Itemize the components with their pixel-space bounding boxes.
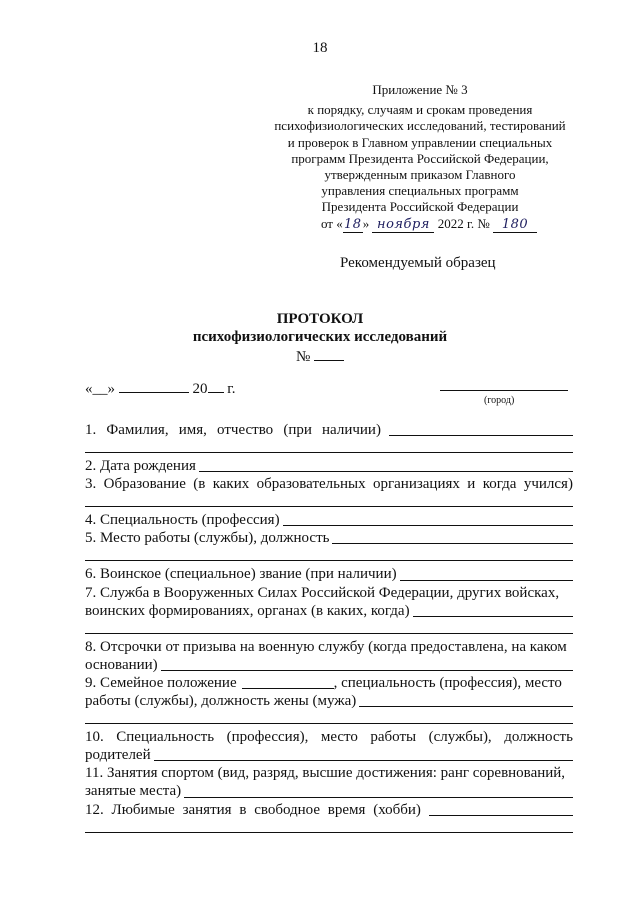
protocol-date-row [85,379,235,398]
field-specialty [85,511,573,529]
field-parents [85,728,573,746]
appendix-line: психофизиологических исследований, тестирований [274,118,566,134]
blank-line [85,819,573,833]
field-military-service-label: 7. Служба в Вооруженных Силах Российской Федерации, других войсках, [85,584,560,601]
order-date-prefix: от « [320,215,343,231]
field-full-name-blank [389,422,573,436]
field-parents-label-2: родителей [85,747,151,764]
field-sports-cont [85,782,573,800]
order-month: ноября [372,218,434,233]
appendix-line: Президента Российской Федерации [321,199,519,215]
field-birth-date-blank [199,458,573,472]
field-deferments-blank [161,657,573,671]
protocol-form [85,421,573,837]
field-family-label: 9. Семейное положение [85,674,237,691]
field-military-service-label-2: воинских формированиях, органах (в каких, когда) [85,602,410,619]
order-date-mid: » [362,215,370,231]
blank-line [85,493,573,507]
number-blank [314,347,344,361]
field-sports-label-2: занятые места) [85,783,182,800]
date-day-blank: __ [92,381,108,397]
field-military-service-cont [85,602,573,620]
protocol-number [0,347,640,366]
blank-line [85,547,573,561]
date-close-quote: » [107,381,115,397]
field-hobby-label: 12. Любимые занятия в свободное время (хобби) [85,801,421,818]
field-family-status-blank [242,675,334,689]
appendix-line: к порядку, случаям и срокам проведения [307,102,533,118]
field-military-service-blank [413,603,573,617]
order-number: 180 [493,218,537,233]
field-family-label-2: , специальность (профессия), место [333,674,562,691]
field-birth-date-label: 2. Дата рождения [85,458,196,475]
blank-line [85,710,573,724]
field-full-name-label: 1. Фамилия, имя, отчество (при наличии) [85,422,381,438]
protocol-title: ПРОТОКОЛ [276,311,364,327]
field-parents-cont [85,746,573,764]
field-specialty-label: 4. Специальность (профессия) [85,512,280,529]
number-label: № [295,349,311,365]
appendix-line: программ Президента Российской Федерации, [291,150,549,166]
field-deferments-label-2: основании) [85,656,158,673]
appendix-title: Приложение № 3 [372,82,468,97]
field-deferments-label: 8. Отсрочки от призыва на военную службу (когда предоставлена, на каком [85,638,567,655]
order-day: 18 [343,216,362,232]
date-year-blank [208,379,224,393]
field-family [85,674,573,692]
appendix-line: утвержденным приказом Главного [324,167,516,183]
field-deferments-cont [85,656,573,674]
city-caption: (город) [484,395,515,406]
protocol-subtitle: психофизиологических исследований [192,329,448,345]
field-hobby-blank [429,802,573,816]
field-education-label: 3. Образование (в каких образовательных организациях и когда учился) [85,476,573,493]
blank-line [85,439,573,453]
field-military-rank-blank [400,567,573,581]
field-military-rank [85,565,573,583]
field-family-label-3: работы (службы), должность жены (мужа) [85,693,357,710]
field-full-name [85,421,573,439]
field-workplace-blank [332,530,573,544]
field-birth-date [85,457,573,475]
date-year-prefix: 20 [192,381,208,397]
field-sports-blank [184,784,573,798]
blank-line [85,620,573,634]
field-family-blank [359,693,573,707]
order-date-line [250,216,590,233]
sample-label: Рекомендуемый образец [340,255,496,271]
field-parents-blank [154,747,573,761]
appendix-line: управления специальных программ [321,183,519,199]
appendix-line: и проверок в Главном управлении специальных [287,134,553,150]
field-sports-label: 11. Занятия спортом (вид, разряд, высшие достижения: ранг соревнований, [85,765,566,782]
field-education [85,475,573,493]
field-workplace [85,529,573,547]
order-year: 2022 г. № [437,215,490,231]
field-hobby [85,801,573,819]
page-number: 18 [312,40,328,56]
field-military-rank-label: 6. Воинское (специальное) звание (при наличии) [85,566,397,583]
city-blank [440,390,568,391]
field-workplace-label: 5. Место работы (службы), должность [85,530,330,547]
field-specialty-blank [283,512,573,526]
appendix-block [250,82,590,233]
date-year-suffix: г. [227,381,236,397]
field-military-service [85,584,573,602]
field-deferments [85,638,573,656]
field-family-cont [85,692,573,710]
field-parents-label: 10. Специальность (профессия), место работы (службы), должность [85,729,573,746]
field-sports [85,764,573,782]
date-month-blank [119,379,189,393]
date-open-quote: « [85,381,93,397]
